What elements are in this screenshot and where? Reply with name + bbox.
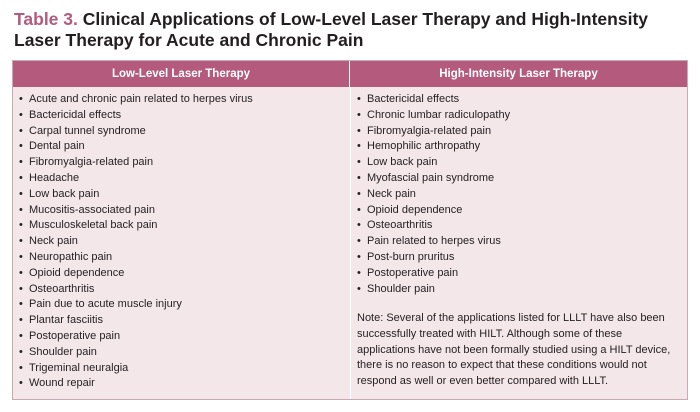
list-item: • Trigeminal neuralgia <box>19 361 344 377</box>
list-item: • Low back pain <box>19 187 344 203</box>
list-item: • Myofascial pain syndrome <box>357 171 682 187</box>
list-item: • Postoperative pain <box>357 266 682 282</box>
list-item: • Bactericidal effects <box>357 92 682 108</box>
list-item: • Headache <box>19 171 344 187</box>
list-item: • Shoulder pain <box>357 282 682 298</box>
list-item: • Dental pain <box>19 139 344 155</box>
list-item: • Opioid dependence <box>357 203 682 219</box>
lllt-applications-list <box>19 92 344 392</box>
table-header-row <box>13 61 687 87</box>
list-item: • Neck pain <box>19 234 344 250</box>
list-item: • Acute and chronic pain related to herpes virus <box>19 92 344 108</box>
table-note: Note: Several of the applications listed for LLLT have also been successfully treated with HILT. Although some of these applications have not been formally studied using a HILT device, there is no reason to expect that these conditions would not respond as well or even better compared with LLLT. <box>357 312 671 388</box>
header-low-level-laser-therapy: Low-Level Laser Therapy <box>13 61 350 87</box>
list-item: • Wound repair <box>19 376 344 392</box>
list-item: • Pain due to acute muscle injury <box>19 297 344 313</box>
list-item: • Osteoarthritis <box>357 218 682 234</box>
list-item: • Neck pain <box>357 187 682 203</box>
applications-table <box>12 60 688 400</box>
list-item: • Carpal tunnel syndrome <box>19 124 344 140</box>
list-item: • Musculoskeletal back pain <box>19 218 344 234</box>
list-item: • Chronic lumbar radiculopathy <box>357 108 682 124</box>
list-item: • Neuropathic pain <box>19 250 344 266</box>
list-item: • Post-burn pruritus <box>357 250 682 266</box>
table-title-text: Clinical Applications of Low-Level Laser Therapy and High-Intensity Laser Therapy for Acute and Chronic Pain <box>14 9 649 50</box>
list-item: • Opioid dependence <box>19 266 344 282</box>
table-number: Table 3. <box>14 9 78 29</box>
list-item: • Postoperative pain <box>19 329 344 345</box>
list-item: • Pain related to herpes virus <box>357 234 682 250</box>
list-item: • Low back pain <box>357 155 682 171</box>
list-item: • Shoulder pain <box>19 345 344 361</box>
list-item: • Bactericidal effects <box>19 108 344 124</box>
column-divider <box>350 87 351 399</box>
list-item: • Plantar fasciitis <box>19 313 344 329</box>
list-item: • Hemophilic arthropathy <box>357 139 682 155</box>
list-item: • Mucositis-associated pain <box>19 203 344 219</box>
list-item: • Fibromyalgia-related pain <box>19 155 344 171</box>
list-item: • Osteoarthritis <box>19 282 344 298</box>
header-high-intensity-laser-therapy: High-Intensity Laser Therapy <box>350 61 687 87</box>
list-item: • Fibromyalgia-related pain <box>357 124 682 140</box>
table-title <box>14 9 686 51</box>
hilt-applications-list <box>357 92 682 297</box>
